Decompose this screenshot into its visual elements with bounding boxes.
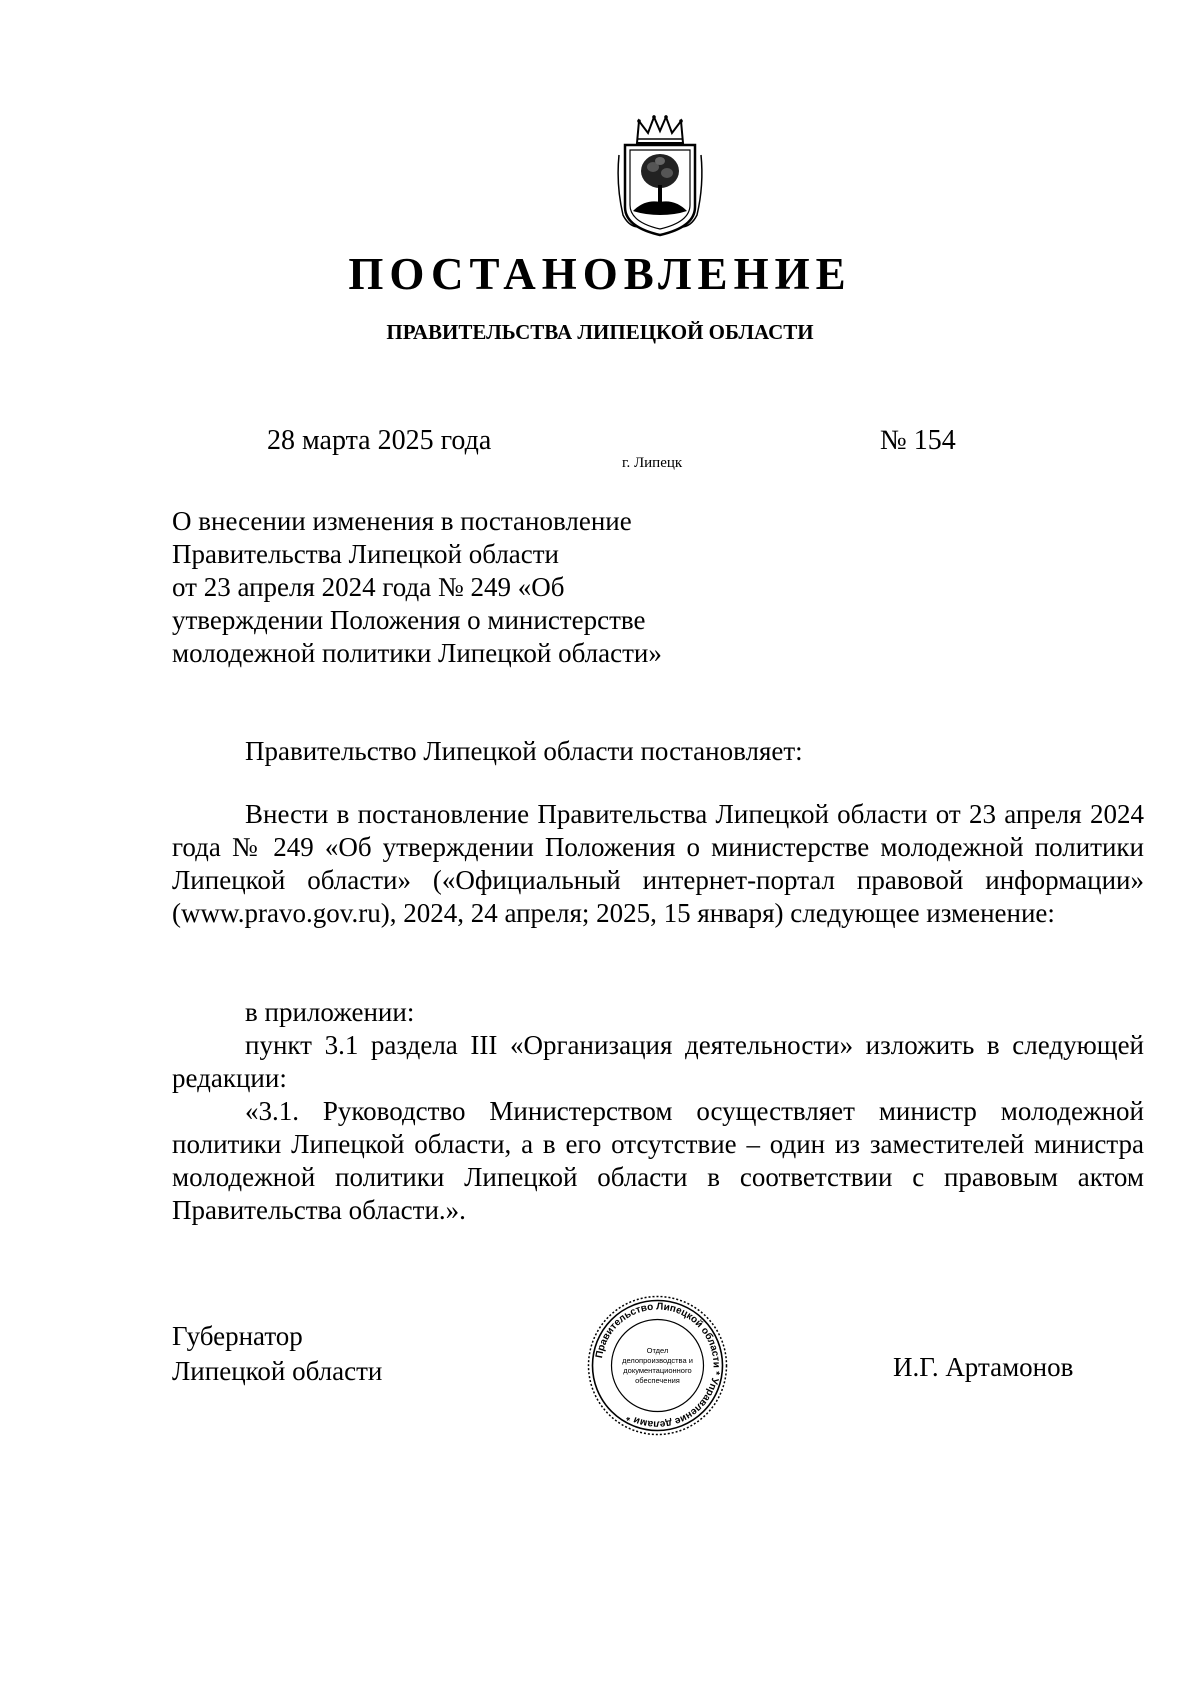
signer-title (172, 1319, 382, 1389)
signer-title-line: Губернатор (172, 1321, 303, 1351)
main-paragraph: Внести в постановление Правительства Липецкой области от 23 апреля 2024 года № 249 «Об утверждении Положения о министерстве молодежной политики Липецкой области» («Официальный интернет-портал правовой информации» (www.pravo.gov.ru), 2024, 24 апреля; 2025, 15 января) следующее изменение: (172, 799, 1144, 928)
stamp-inner-line: обеспечения (635, 1376, 680, 1385)
subject-line: молодежной политики Липецкой области» (172, 638, 662, 668)
coat-of-arms-icon (615, 115, 705, 240)
stamp-outer-text: Правительство Липецкой области * Управление делами * (593, 1301, 722, 1430)
document-number: № 154 (880, 425, 956, 456)
issuer-title: ПРАВИТЕЛЬСТВА ЛИПЕЦКОЙ ОБЛАСТИ (386, 320, 814, 344)
subject-line: утверждении Положения о министерстве (172, 605, 646, 635)
stamp-inner-line: делопроизводства и (622, 1356, 693, 1365)
item-paragraph: пункт 3.1 раздела III «Организация деятельности» изложить в следующей редакции: (172, 1030, 1144, 1093)
signer-title-line: Липецкой области (172, 1356, 383, 1386)
signer-name: И.Г. Артамонов (893, 1352, 1074, 1382)
stamp-inner-line: документационного (623, 1366, 692, 1375)
annex-paragraph: в приложении: (245, 997, 415, 1027)
stamp-inner-line: Отдел (646, 1346, 669, 1355)
document-subject (172, 505, 732, 670)
subject-line: Правительства Липецкой области (172, 539, 560, 569)
document-date: 28 марта 2025 года (267, 425, 492, 456)
quote-paragraph: «3.1. Руководство Министерством осуществляет министр молодежной политики Липецкой области, а в его отсутствие – один из заместителей министра молодежной политики Липецкой области в соответствии с правовым актом Правительства области.». (172, 1096, 1144, 1225)
document-city: г. Липецк (622, 455, 683, 471)
subject-line: от 23 апреля 2024 года № 249 «Об (172, 572, 565, 602)
official-stamp-icon (585, 1293, 730, 1438)
subject-line: О внесении изменения в постановление (172, 506, 632, 536)
document-type-title: ПОСТАНОВЛЕНИЕ (348, 249, 852, 299)
decree-paragraph: Правительство Липецкой области постановляет: (245, 736, 803, 766)
